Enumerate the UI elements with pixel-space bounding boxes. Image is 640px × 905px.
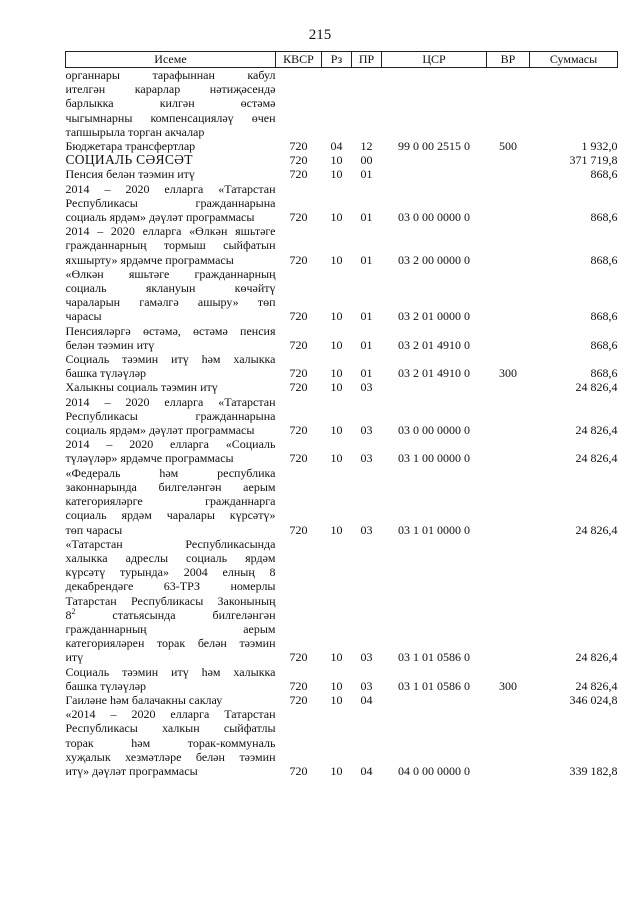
- cell-sum: 346 024,8: [569, 692, 618, 707]
- cell-sum: [530, 68, 618, 140]
- row-name: [66, 324, 276, 352]
- row-name-line: итү: [65, 650, 84, 665]
- cell-rz: 04: [330, 139, 343, 154]
- row-name: [66, 153, 276, 167]
- row-name: [66, 182, 276, 225]
- cell-sum: 371 719,8: [569, 153, 618, 168]
- cell-csr: 03 0 00 0000 0: [398, 423, 470, 438]
- cell-pr: [352, 68, 382, 140]
- cell-csr: 03 1 01 0586 0: [398, 678, 470, 693]
- cell-vr: [487, 153, 530, 167]
- cell-pr: 04: [360, 763, 373, 778]
- row-name-line: чыгымнарны компенсацияләү өчен: [65, 110, 276, 125]
- cell-kvsr: 720: [289, 650, 308, 665]
- cell-kvsr: 720: [289, 423, 308, 438]
- row-name: [66, 437, 276, 465]
- cell-pr: 01: [360, 210, 373, 225]
- cell-vr: 300: [499, 678, 517, 693]
- cell-vr: [487, 182, 530, 225]
- page-number: 215: [308, 27, 332, 43]
- table-row: [66, 267, 618, 324]
- cell-pr: 01: [360, 167, 373, 182]
- table-row: [66, 693, 618, 707]
- cell-rz: 10: [330, 210, 343, 225]
- cell-sum: 868,6: [590, 252, 618, 267]
- cell-rz: 10: [330, 252, 343, 267]
- row-name: [66, 224, 276, 267]
- row-name-line: СОЦИАЛЬ СӘЯСӘТ: [65, 152, 193, 168]
- table-row: [66, 437, 618, 465]
- cell-pr: 04: [360, 692, 373, 707]
- row-name-line: «Татарстан Республикасында: [65, 536, 276, 551]
- cell-sum: 868,6: [590, 210, 618, 225]
- row-name-line: социаль яклануын көчәйтү: [65, 281, 276, 296]
- row-name-line: белән тәэмин итү: [65, 337, 155, 352]
- row-name-line: декабрендәге 63-ТРЗ номерлы: [65, 579, 276, 594]
- row-name-line: чараларын гамәлгә ашыру» төп: [65, 295, 276, 310]
- table-row: [66, 707, 618, 778]
- cell-pr: 03: [360, 423, 373, 438]
- cell-vr: [487, 267, 530, 324]
- cell-kvsr: 720: [289, 522, 308, 537]
- cell-vr: [487, 537, 530, 665]
- cell-pr: 00: [360, 153, 373, 168]
- cell-rz: 10: [330, 309, 343, 324]
- cell-csr: [382, 693, 487, 707]
- column-header-rz: Рз: [322, 52, 352, 68]
- row-name: [66, 167, 276, 181]
- row-name-line: законнарында билгеләнгән аерым: [65, 479, 276, 494]
- cell-csr: 03 2 00 0000 0: [398, 252, 470, 267]
- row-name: [66, 707, 276, 778]
- row-name-line: 2014 – 2020 елларга «Өлкән яшьтәге: [65, 224, 276, 239]
- cell-kvsr: 720: [289, 337, 308, 352]
- cell-sum: 24 826,4: [575, 380, 618, 395]
- row-name-line: түләүләр» ярдәмче программасы: [65, 451, 234, 466]
- row-name-line: $8^2$ статьясында билгеләнгән: [65, 606, 276, 622]
- row-name-line: органнары тарафыннан кабул: [65, 68, 276, 82]
- cell-csr: 03 0 00 0000 0: [398, 210, 470, 225]
- cell-rz: 10: [330, 337, 343, 352]
- cell-rz: 10: [330, 763, 343, 778]
- cell-pr: 03: [360, 380, 373, 395]
- row-name-line: 2014 – 2020 елларга «Социаль: [65, 437, 276, 452]
- column-header-csr: ЦСР: [382, 52, 487, 68]
- row-name-line: халыкка адреслы социаль ярдәм: [65, 550, 276, 565]
- column-header-vr: ВР: [487, 52, 530, 68]
- cell-rz: 10: [330, 650, 343, 665]
- cell-rz: 10: [330, 522, 343, 537]
- row-name: [66, 466, 276, 537]
- row-name-line: ителгән карарлар нәтиҗәсендә: [65, 82, 276, 97]
- row-name-line: Бюджетара трансфертлар: [65, 139, 196, 154]
- table-row: [66, 167, 618, 181]
- table-row: [66, 182, 618, 225]
- cell-vr: 300: [499, 366, 517, 381]
- row-name-line: башка түләүләр: [65, 678, 147, 693]
- cell-vr: [487, 224, 530, 267]
- row-name-line: «2014 – 2020 елларга Татарстан: [65, 707, 276, 722]
- cell-vr: [487, 437, 530, 465]
- row-name-line: Республикасы гражданнарына: [65, 195, 276, 210]
- cell-kvsr: 720: [289, 252, 308, 267]
- table-row: [66, 395, 618, 438]
- table-row: [66, 537, 618, 665]
- cell-vr: [487, 693, 530, 707]
- cell-vr: [487, 466, 530, 537]
- table-row: [66, 68, 618, 140]
- cell-csr: 03 1 01 0000 0: [398, 522, 470, 537]
- cell-sum: 1 932,0: [581, 139, 618, 154]
- cell-rz: 10: [330, 380, 343, 395]
- cell-pr: 01: [360, 337, 373, 352]
- row-name: [66, 68, 276, 140]
- row-name-line: тапшырыла торган акчалар: [65, 124, 205, 139]
- cell-sum: 24 826,4: [575, 650, 618, 665]
- column-header-pr: ПР: [352, 52, 382, 68]
- row-name: [66, 139, 276, 153]
- cell-vr: 500: [499, 139, 517, 154]
- cell-csr: 99 0 00 2515 0: [398, 139, 470, 154]
- cell-sum: 868,6: [590, 337, 618, 352]
- table-row: [66, 224, 618, 267]
- table-row: [66, 665, 618, 693]
- cell-csr: [382, 380, 487, 394]
- row-name-line: Республикасы халкын сыйфатлы: [65, 721, 276, 736]
- cell-kvsr: 720: [289, 309, 308, 324]
- cell-pr: 01: [360, 366, 373, 381]
- table-row: [66, 139, 618, 153]
- cell-sum: 24 826,4: [575, 522, 618, 537]
- cell-kvsr: 720: [289, 763, 308, 778]
- cell-sum: 24 826,4: [575, 451, 618, 466]
- row-name-line: 2014 – 2020 елларга «Татарстан: [65, 394, 276, 409]
- cell-sum: 868,6: [590, 309, 618, 324]
- row-name: [66, 380, 276, 394]
- row-name-line: күрсәтү турында» 2004 елның 8: [65, 565, 276, 580]
- cell-vr: [487, 324, 530, 352]
- table-row: [66, 324, 618, 352]
- row-name-line: гражданнарның тормыш сыйфатын: [65, 238, 276, 253]
- cell-vr: [487, 707, 530, 778]
- table-row: [66, 466, 618, 537]
- cell-vr: [487, 68, 530, 140]
- cell-kvsr: 720: [289, 380, 308, 395]
- cell-csr: [382, 167, 487, 181]
- row-name-line: «Өлкән яшьтәге гражданнарның: [65, 266, 276, 281]
- cell-rz: 10: [330, 692, 343, 707]
- row-name-line: Пенсияләргә өстәмә, өстәмә пенсия: [65, 323, 276, 338]
- cell-sum: 24 826,4: [575, 678, 618, 693]
- cell-kvsr: 720: [289, 678, 308, 693]
- column-header-name: Исеме: [66, 52, 276, 68]
- cell-kvsr: 720: [289, 451, 308, 466]
- column-header-sum: Суммасы: [530, 52, 618, 68]
- cell-csr: 04 0 00 0000 0: [398, 763, 470, 778]
- cell-rz: 10: [330, 167, 343, 182]
- row-name-line: барлыкка килгән өстәмә: [65, 96, 276, 111]
- table-row: [66, 153, 618, 167]
- cell-csr: 03 1 00 0000 0: [398, 451, 470, 466]
- row-name-line: торак һәм торак-коммуналь: [65, 735, 276, 750]
- row-name-line: Республикасы гражданнарына: [65, 408, 276, 423]
- cell-rz: 10: [330, 423, 343, 438]
- table-header-row: [66, 52, 618, 68]
- cell-csr: 03 2 01 0000 0: [398, 309, 470, 324]
- cell-sum: 868,6: [590, 366, 618, 381]
- row-name-line: 2014 – 2020 елларга «Татарстан: [65, 181, 276, 196]
- cell-kvsr: 720: [289, 692, 308, 707]
- row-name-line: Гаиләне һәм балачакны саклау: [65, 692, 223, 707]
- row-name-line: социаль ярдәм чаралары күрсәтү»: [65, 508, 276, 523]
- cell-pr: 01: [360, 252, 373, 267]
- cell-pr: 03: [360, 522, 373, 537]
- table-body: [66, 68, 618, 779]
- cell-csr: 03 2 01 4910 0: [398, 366, 470, 381]
- row-name-line: Социаль тәэмин итү һәм халыкка: [65, 664, 276, 679]
- cell-rz: 10: [330, 153, 343, 168]
- column-header-kvsr: КВСР: [276, 52, 322, 68]
- table-row: [66, 380, 618, 394]
- cell-rz: [322, 68, 352, 140]
- cell-pr: 12: [360, 139, 373, 154]
- cell-pr: 03: [360, 451, 373, 466]
- cell-vr: [487, 380, 530, 394]
- cell-vr: [487, 395, 530, 438]
- cell-kvsr: 720: [289, 167, 308, 182]
- row-name-line: Халыкны социаль тәэмин итү: [65, 380, 218, 395]
- row-name: [66, 537, 276, 665]
- cell-sum: 339 182,8: [569, 763, 618, 778]
- row-name: [66, 267, 276, 324]
- row-name-line: социаль ярдәм» дәүләт программасы: [65, 423, 255, 438]
- row-name-line: төп чарасы: [65, 522, 123, 537]
- cell-csr: 03 2 01 4910 0: [398, 337, 470, 352]
- row-name-line: чарасы: [65, 309, 102, 324]
- row-name-line: Социаль тәэмин итү һәм халыкка: [65, 352, 276, 367]
- row-name-line: категорияләрен торак белән тәэмин: [65, 636, 276, 651]
- cell-kvsr: [276, 68, 322, 140]
- cell-rz: 10: [330, 366, 343, 381]
- cell-pr: 03: [360, 650, 373, 665]
- cell-kvsr: 720: [289, 139, 308, 154]
- cell-pr: 03: [360, 678, 373, 693]
- row-name-line: категорияләрге гражданнарга: [65, 494, 276, 509]
- row-name-line: Татарстан Республикасы Законының: [65, 593, 276, 608]
- row-name-line: яхшырту» ярдәмче программасы: [65, 252, 234, 267]
- row-name-line: социаль ярдәм» дәүләт программасы: [65, 210, 255, 225]
- cell-csr: 03 1 01 0586 0: [398, 650, 470, 665]
- cell-rz: 10: [330, 678, 343, 693]
- cell-kvsr: 720: [289, 366, 308, 381]
- cell-sum: 24 826,4: [575, 423, 618, 438]
- row-name: [66, 395, 276, 438]
- cell-rz: 10: [330, 451, 343, 466]
- cell-pr: 01: [360, 309, 373, 324]
- cell-csr: [382, 153, 487, 167]
- cell-csr: [382, 68, 487, 140]
- row-name-line: башка түләүләр: [65, 366, 147, 381]
- row-name: [66, 665, 276, 693]
- cell-kvsr: 720: [289, 153, 308, 168]
- cell-vr: [487, 167, 530, 181]
- table-row: [66, 352, 618, 380]
- row-name: [66, 352, 276, 380]
- cell-sum: 868,6: [590, 167, 618, 182]
- row-name-line: Пенсия белән тәэмин итү: [65, 167, 195, 182]
- row-name-line: итү» дәүләт программасы: [65, 763, 198, 778]
- row-name-line: гражданнарның аерым: [65, 621, 276, 636]
- row-name: [66, 693, 276, 707]
- budget-table: [65, 51, 618, 778]
- row-name-line: хуҗалык хезмәтләре белән тәэмин: [65, 749, 276, 764]
- cell-kvsr: 720: [289, 210, 308, 225]
- row-name-line: «Федераль һәм республика: [65, 465, 276, 480]
